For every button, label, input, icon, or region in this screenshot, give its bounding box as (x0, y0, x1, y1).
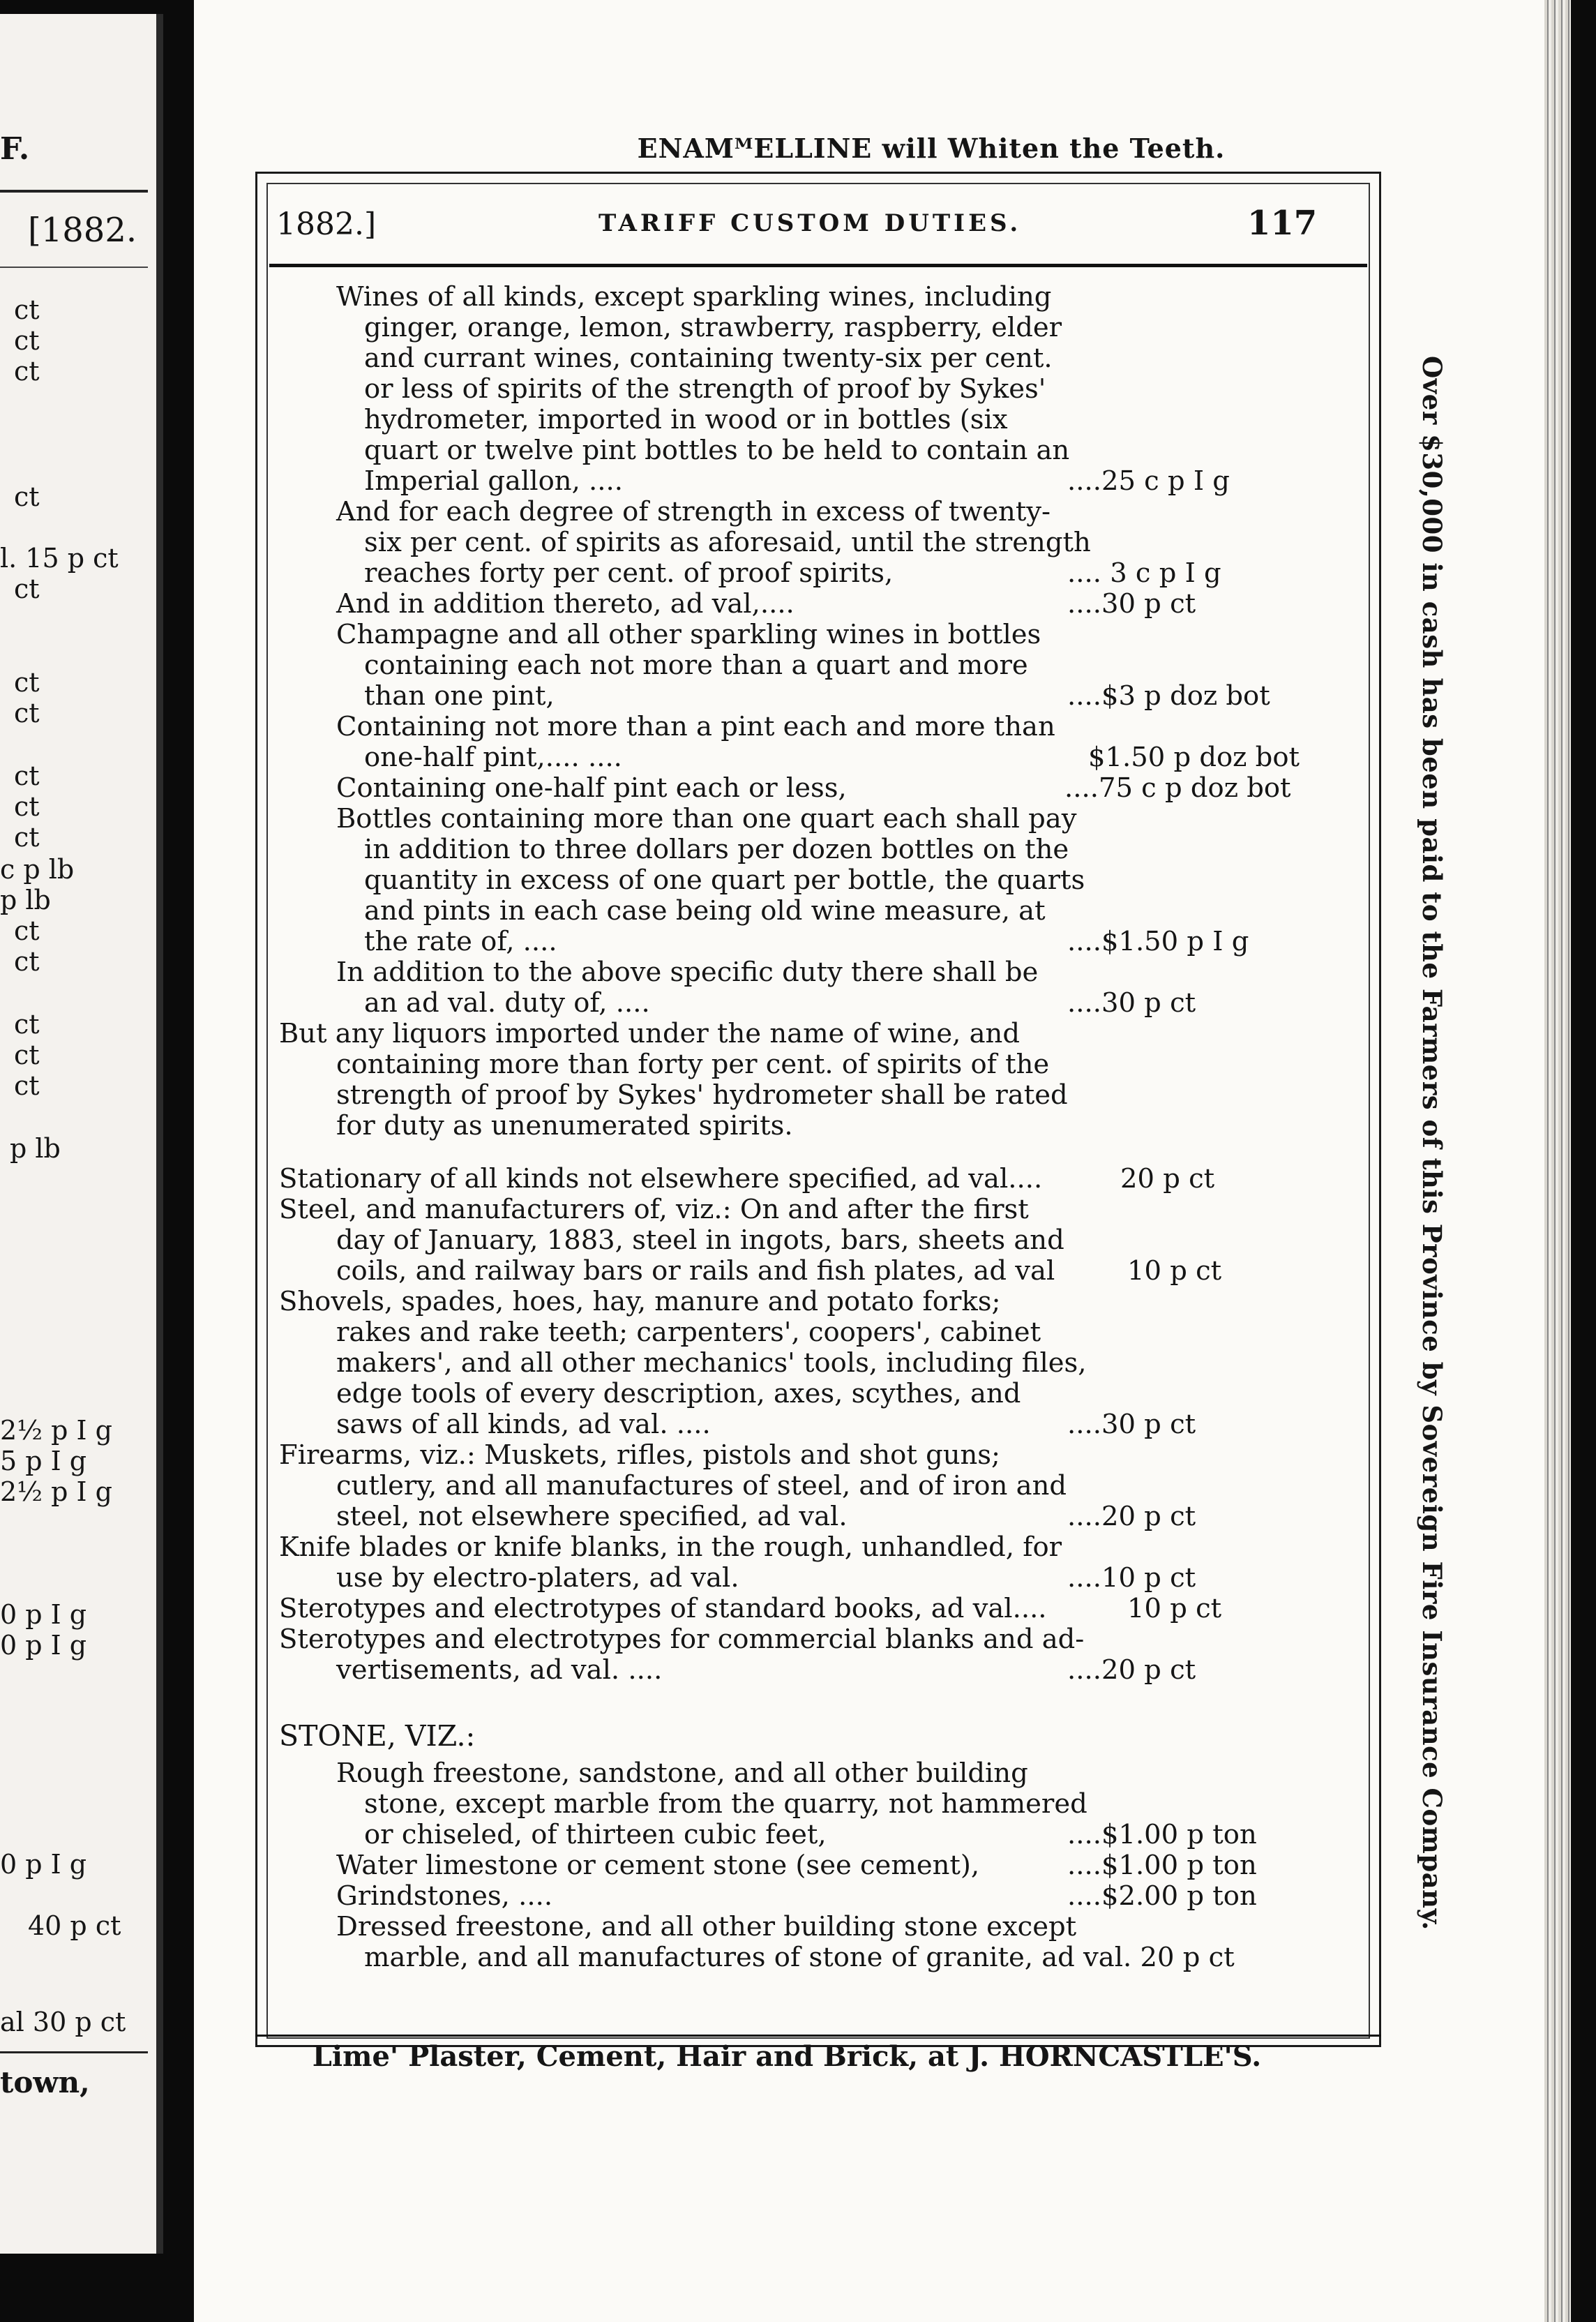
page-gutter (156, 14, 163, 2254)
tariff-line: steel, not elsewhere specified, ad val. (336, 1501, 848, 1532)
tariff-line: Sterotypes and electrotypes for commercial blanks and ad- (279, 1624, 1085, 1655)
duty-rate: ....30 p ct (1067, 987, 1196, 1019)
left-page-fragment-text: l. 15 p ct (0, 543, 119, 574)
page-edge (1544, 0, 1571, 2322)
tariff-line: or chiseled, of thirteen cubic feet, (364, 1819, 827, 1850)
left-page-fragment-text: 40 p ct (28, 1910, 121, 1941)
tariff-line: hydrometer, imported in wood or in bottles (six (364, 404, 1008, 435)
left-page-fragment-text: al 30 p ct (0, 2007, 126, 2037)
duty-rate: 20 p ct (1120, 1163, 1215, 1194)
left-page-fragment-text: ct (14, 822, 40, 853)
left-page-fragment-text: ct (14, 1040, 40, 1070)
tariff-line: Dressed freestone, and all other building stone except (336, 1911, 1077, 1942)
tariff-line: day of January, 1883, steel in ingots, bars, sheets and (336, 1224, 1064, 1256)
left-page-fragment-text: ct (14, 325, 40, 356)
tariff-line: Steel, and manufacturers of, viz.: On and after the first (279, 1194, 1029, 1225)
tariff-line: for duty as unenumerated spirits. (336, 1110, 793, 1141)
duty-rate: $1.50 p doz bot (1088, 742, 1300, 773)
duty-rate: 10 p ct (1127, 1593, 1222, 1624)
tariff-line: one-half pint,.... .... (364, 742, 622, 773)
tariff-line: Grindstones, .... (336, 1880, 553, 1912)
tariff-line: Wines of all kinds, except sparkling wines, including (336, 281, 1052, 313)
duty-rate: ....$1.00 p ton (1067, 1819, 1257, 1850)
header-rule (269, 264, 1367, 267)
tariff-line: Champagne and all other sparkling wines in bottles (336, 619, 1041, 650)
tariff-line: Imperial gallon, .... (364, 465, 623, 497)
tariff-line: Containing one-half pint each or less, (336, 772, 847, 804)
duty-rate: ....30 p ct (1067, 588, 1196, 620)
left-page-fragment-text: 5 p I g (0, 1446, 87, 1476)
tariff-line: rakes and rake teeth; carpenters', coopers', cabinet (336, 1317, 1041, 1348)
tariff-line: marble, and all manufactures of stone of granite, ad val. 20 p ct (364, 1942, 1235, 1973)
header-year: 1882.] (276, 207, 377, 242)
left-page-fragment-text: 0 p I g (0, 1849, 87, 1880)
tariff-line: vertisements, ad val. .... (336, 1654, 663, 1686)
main-page (194, 0, 1571, 2322)
tariff-line: saws of all kinds, ad val. .... (336, 1409, 711, 1440)
tariff-line: containing more than forty per cent. of spirits of the (336, 1049, 1050, 1080)
tariff-line: and currant wines, containing twenty-six per cent. (364, 343, 1053, 374)
left-page-fragment-text: ct (14, 915, 40, 946)
tariff-line: cutlery, and all manufactures of steel, and of iron and (336, 1470, 1067, 1501)
tariff-line: stone, except marble from the quarry, not hammered (364, 1788, 1087, 1820)
left-page-fragment-text: ct (14, 761, 40, 791)
duty-rate: ....20 p ct (1067, 1654, 1196, 1686)
left-page-year: [1882. (28, 211, 137, 250)
frame-bottom-rule (255, 2035, 1381, 2037)
left-page-footer-fragment: town, (0, 2065, 90, 2099)
duty-rate: ....25 c p I g (1067, 465, 1230, 497)
left-page-fragment-text: ct (14, 294, 40, 325)
tariff-line: edge tools of every description, axes, scythes, and (336, 1378, 1021, 1409)
tariff-line: But any liquors imported under the name of wine, and (279, 1018, 1020, 1049)
left-page-fragment-text: 2½ p I g (0, 1415, 112, 1446)
left-page-fragment-text: ct (14, 791, 40, 822)
tariff-line: use by electro-platers, ad val. (336, 1562, 739, 1594)
left-page-rule (0, 267, 148, 268)
tariff-line: strength of proof by Sykes' hydrometer shall be rated (336, 1079, 1068, 1111)
tariff-line: Firearms, viz.: Muskets, rifles, pistols and shot guns; (279, 1439, 1001, 1471)
left-page-fragment-text: c p lb (0, 854, 75, 885)
left-page-fragment-text: ct (14, 946, 40, 977)
tariff-line: And for each degree of strength in excess of twenty- (336, 496, 1051, 527)
duty-rate: ....$1.00 p ton (1067, 1850, 1257, 1881)
tariff-line: or less of spirits of the strength of proof by Sykes' (364, 373, 1046, 405)
tariff-line: Knife blades or knife blanks, in the rough, unhandled, for (279, 1531, 1062, 1563)
tariff-line: Rough freestone, sandstone, and all other building (336, 1758, 1028, 1789)
left-page-fragment-text: 2½ p I g (0, 1476, 112, 1507)
left-page-fragment-text: 0 p I g (0, 1630, 87, 1661)
tariff-line: ginger, orange, lemon, strawberry, raspberry, elder (364, 312, 1062, 343)
running-head-top: ENAMᴹELLINE will Whiten the Teeth. (637, 133, 1226, 164)
left-page-fragment-text: ct (14, 698, 40, 728)
tariff-line: In addition to the above specific duty there shall be (336, 957, 1039, 988)
running-head-bottom: Lime' Plaster, Cement, Hair and Brick, at J. HORNCASTLE'S. (312, 2040, 1262, 2073)
tariff-line: Stationary of all kinds not elsewhere specified, ad val.... (279, 1163, 1043, 1194)
left-page-fragment-text: 0 p I g (0, 1599, 87, 1630)
tariff-line: quart or twelve pint bottles to be held to contain an (364, 435, 1070, 466)
tariff-line: makers', and all other mechanics' tools, including files, (336, 1347, 1087, 1379)
tariff-line: Water limestone or cement stone (see cement), (336, 1850, 980, 1881)
tariff-line: And in addition thereto, ad val,.... (336, 588, 795, 620)
tariff-line: six per cent. of spirits as aforesaid, until the strength (364, 527, 1091, 558)
left-page-rule (0, 2051, 148, 2053)
duty-rate: ....$3 p doz bot (1067, 680, 1270, 712)
left-page-fragment-text: ct (14, 1070, 40, 1101)
tariff-line: in addition to three dollars per dozen bottles on the (364, 834, 1069, 865)
duty-rate: ....30 p ct (1067, 1409, 1196, 1440)
tariff-line: quantity in excess of one quart per bottle, the quarts (364, 864, 1085, 896)
tariff-line: an ad val. duty of, .... (364, 987, 650, 1019)
left-page-fragment-text: ct (14, 1009, 40, 1040)
tariff-line: Shovels, spades, hoes, hay, manure and potato forks; (279, 1286, 1001, 1317)
tariff-line: and pints in each case being old wine measure, at (364, 895, 1046, 927)
left-page-fragment-text: ct (14, 667, 40, 698)
tariff-line: coils, and railway bars or rails and fish plates, ad val (336, 1255, 1055, 1287)
left-page-header-fragment: F. (0, 131, 30, 167)
tariff-line: the rate of, .... (364, 926, 557, 957)
left-page-fragment-text: ct (14, 356, 40, 387)
tariff-line: reaches forty per cent. of proof spirits, (364, 557, 894, 589)
left-page-fragment (0, 14, 162, 2254)
duty-rate: ....20 p ct (1067, 1501, 1196, 1532)
tariff-line: containing each not more than a quart and more (364, 650, 1028, 681)
left-page-fragment-text: ct (14, 574, 40, 604)
duty-rate: ....$2.00 p ton (1067, 1880, 1257, 1912)
duty-rate: ....10 p ct (1067, 1562, 1196, 1594)
duty-rate: ....$1.50 p I g (1067, 926, 1249, 957)
page-title: TARIFF CUSTOM DUTIES. (598, 209, 1022, 237)
section-heading-stone: STONE, VIZ.: (279, 1719, 476, 1753)
duty-rate: 10 p ct (1127, 1255, 1222, 1287)
left-page-fragment-text: ct (14, 481, 40, 512)
duty-rate: ....75 c p doz bot (1064, 772, 1291, 804)
duty-rate: .... 3 c p I g (1067, 557, 1221, 589)
tariff-line: Sterotypes and electrotypes of standard books, ad val.... (279, 1593, 1047, 1624)
side-advertisement (1408, 356, 1456, 1931)
side-advertisement-text: Over $30,000 in cash has been paid to the Farmers of this Province by Sovereign Fire Insurance Company. (1417, 356, 1447, 1931)
tariff-line: Containing not more than a pint each and more than (336, 711, 1055, 742)
left-page-fragment-text: p lb (10, 1133, 61, 1164)
page-number: 117 (1247, 204, 1318, 243)
tariff-line: Bottles containing more than one quart each shall pay (336, 803, 1077, 834)
left-page-fragment-text: p lb (0, 885, 51, 915)
left-page-rule (0, 190, 148, 193)
tariff-line: than one pint, (364, 680, 555, 712)
